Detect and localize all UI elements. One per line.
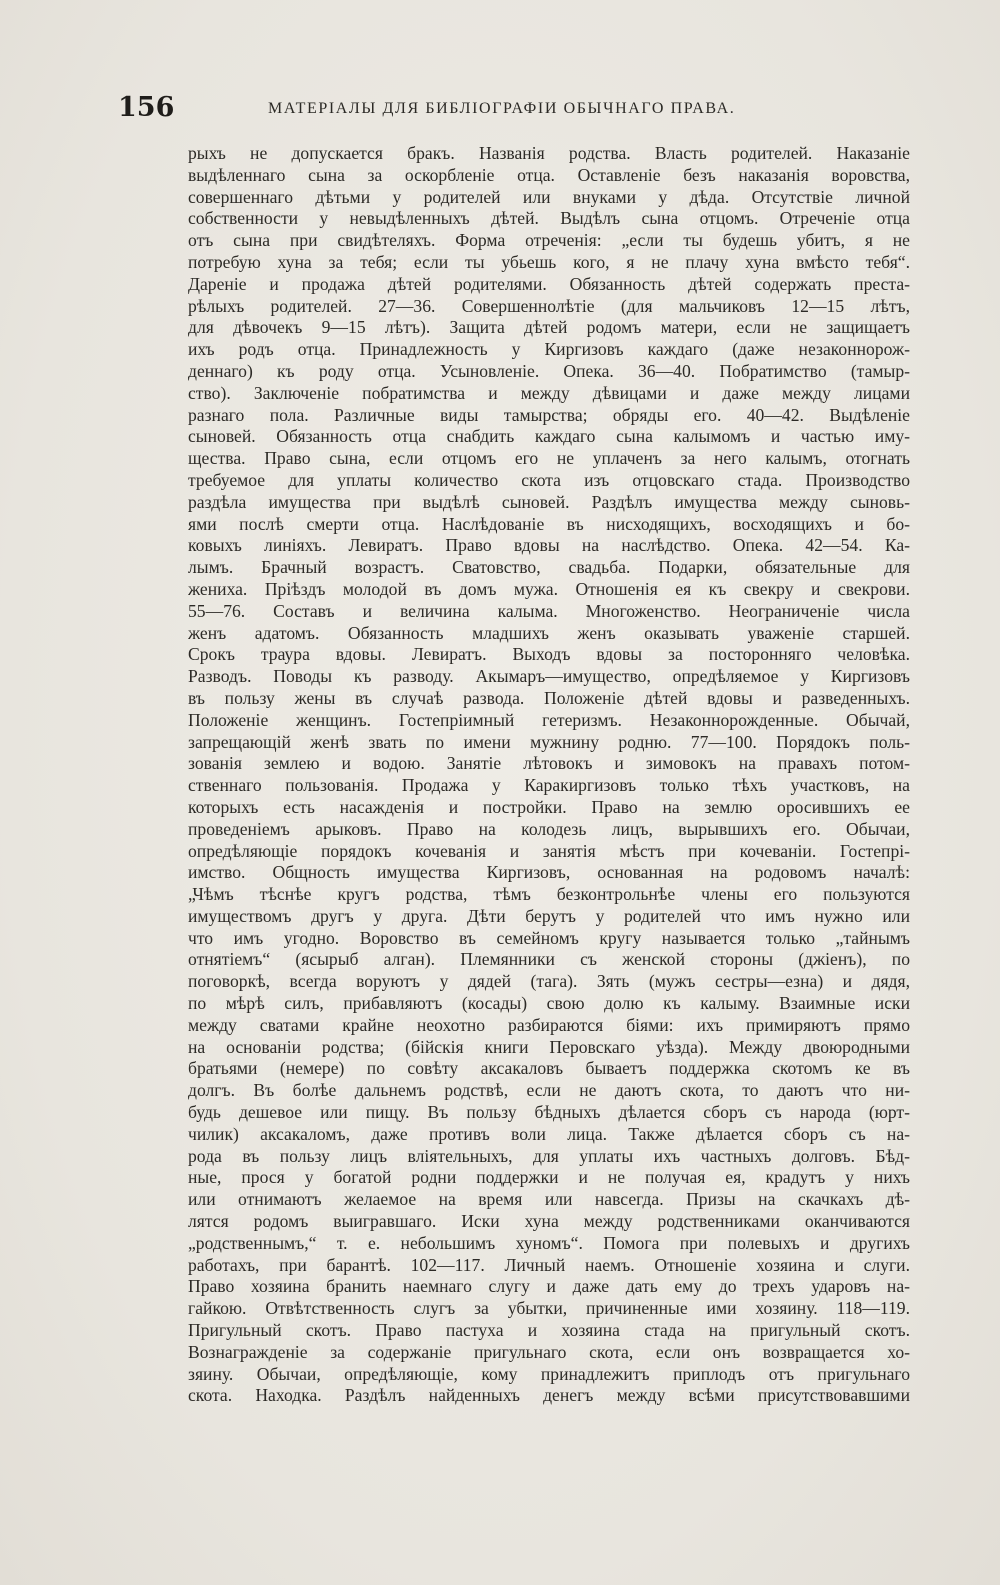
text-line: отнятіемъ“ (ясырыб алган). Племянники съ женской стороны (джіенъ), по [188,949,910,970]
text-line: Право хозяина бранить наемнаго слугу и даже дать ему до трехъ ударовъ на- [188,1276,910,1297]
text-line: Пригульный скотъ. Право пастуха и хозяина стада на пригульный скотъ. [188,1320,910,1341]
text-line: Дареніе и продажа дѣтей родителями. Обязанность дѣтей содержать преста- [188,273,910,294]
text-line: сыновей. Обязанность отца снабдить каждаго сына калымомъ и частью иму- [188,426,910,447]
text-line: выдѣленнаго сына за оскорбленіе отца. Оставленіе безъ наказанія воровства, [188,164,910,185]
text-line: женъ адатомъ. Обязанность младшихъ женъ оказывать уваженіе старшей. [188,622,910,643]
text-line: щества. Право сына, если отцомъ его не уплаченъ за него калымъ, отогнать [188,448,910,469]
text-line: по мѣрѣ силъ, прибавляютъ (косады) свою долю къ калыму. Взаимные иски [188,993,910,1014]
text-line: запрещающій женѣ звать по имени мужнину родню. 77—100. Порядокъ поль- [188,731,910,752]
text-line: зованія землею и водою. Занятіе лѣтовокъ и зимовокъ на правахъ потом- [188,753,910,774]
text-line: долгъ. Въ болѣе дальнемъ родствѣ, если не даютъ скота, то даютъ что ни- [188,1080,910,1101]
text-line: рыхъ не допускается бракъ. Названія родства. Власть родителей. Наказаніе [188,143,910,163]
text-line: поговоркѣ, всегда воруютъ у дядей (тага). Зять (мужъ сестры—езна) и дядя, [188,971,910,992]
text-line: ственнаго пользованія. Продажа у Каракиргизовъ только тѣхъ участковъ, на [188,775,910,796]
text-line: скота. Находка. Раздѣлъ найденныхъ денегъ между всѣми присутствовавшими [188,1385,910,1406]
text-line: въ пользу жены въ случаѣ развода. Положеніе дѣтей вдовы и разведенныхъ. [188,687,910,708]
text-line: разнаго пола. Различные виды тамырства; обряды его. 40—42. Выдѣленіе [188,404,910,425]
text-line: проведеніемъ арыковъ. Право на колодезь лицъ, вырывшихъ его. Обычаи, [188,818,910,839]
text-line: отъ сына при свидѣтеляхъ. Форма отреченія: „если ты будешь убитъ, я не [188,230,910,251]
text-line: имуществомъ другъ у друга. Дѣти берутъ у родителей что имъ нужно или [188,905,910,926]
text-line: которыхъ есть насажденія и постройки. Право на землю оросившихъ ее [188,796,910,817]
text-line: лятся родомъ выигравшаго. Иски хуна между родственниками оканчиваются [188,1211,910,1232]
text-line: Положеніе женщинъ. Гостепріимный гетеризмъ. Незаконнорожденные. Обычай, [188,709,910,730]
text-line: зяину. Обычаи, опредѣляющіе, кому принадлежитъ приплодъ отъ пригульнаго [188,1363,910,1384]
text-line: 55—76. Составъ и величина калыма. Многоженство. Неограниченіе числа [188,600,910,621]
text-line: для дѣвочекъ 9—15 лѣтъ). Защита дѣтей родомъ матери, если не защищаетъ [188,317,910,338]
text-line: между сватами крайне неохотно разбираются біями: ихъ примиряютъ прямо [188,1014,910,1035]
text-line: жениха. Пріѣздъ молодой въ домъ мужа. Отношенія ея къ свекру и свекрови. [188,578,910,599]
text-line: ные, прося у богатой родни поддержки и не получая ея, крадутъ у нихъ [188,1167,910,1188]
text-line: ихъ родъ отца. Принадлежность у Киргизовъ каждаго (даже незаконнорож- [188,339,910,360]
text-line: на основаніи родства; (бійскія книги Перовскаго уѣзда). Между двоюродными [188,1036,910,1057]
text-line: потребую хуна за тебя; если ты убьешь кого, я не плачу хуна вмѣсто тебя“. [188,251,910,272]
text-line: рѣлыхъ родителей. 27—36. Совершеннолѣтіе (для мальчиковъ 12—15 лѣтъ, [188,295,910,316]
text-line: „Чѣмъ тѣснѣе кругъ родства, тѣмъ безконтрольнѣе члены его пользуются [188,884,910,905]
text-line: работахъ, при барантѣ. 102—117. Личный наемъ. Отношеніе хозяина и слуги. [188,1254,910,1275]
text-line: Разводъ. Поводы къ разводу. Акымаръ—имущество, опредѣляемое у Киргизовъ [188,666,910,687]
text-line: лымъ. Брачный возрастъ. Сватовство, свадьба. Подарки, обязательные для [188,557,910,578]
text-line: ство). Заключеніе побратимства и между дѣвицами и даже между лицами [188,382,910,403]
text-line: совершеннаго дѣтьми у родителей или внуками у дѣда. Отсутствіе личной [188,186,910,207]
text-line: будь дешевое или пищу. Въ пользу бѣдныхъ дѣлается сборъ съ народа (юрт- [188,1102,910,1123]
text-line: деннаго) къ роду отца. Усыновленіе. Опека. 36—40. Побратимство (тамыр- [188,360,910,381]
text-line: или отнимаютъ желаемое на время или навсегда. Призы на скачкахъ дѣ- [188,1189,910,1210]
page-number: 156 [118,92,175,123]
text-line: что имъ угодно. Воровство въ семейномъ кругу называется только „тайнымъ [188,927,910,948]
running-head: МАТЕРІАЛЫ ДЛЯ БИБЛІОГРАФІИ ОБЫЧНАГО ПРАВА. [268,100,736,117]
text-line: „родственнымъ,“ т. е. небольшимъ хуномъ“. Помога при полевыхъ и другихъ [188,1232,910,1253]
text-line: ковыхъ линіяхъ. Левиратъ. Право вдовы на наслѣдство. Опека. 42—54. Ка- [188,535,910,556]
page-header [118,92,908,132]
body-text [188,143,910,1407]
text-line: ями послѣ смерти отца. Наслѣдованіе въ нисходящихъ, восходящихъ и бо- [188,513,910,534]
text-line: гайкою. Отвѣтственность слугъ за убытки, причиненные ими хозяину. 118—119. [188,1298,910,1319]
text-line: Срокъ траура вдовы. Левиратъ. Выходъ вдовы за посторонняго человѣка. [188,644,910,665]
text-line: требуемое для уплаты количество скота изъ отцовскаго стада. Производство [188,469,910,490]
text-line: имство. Общность имущества Киргизовъ, основанная на родовомъ началѣ: [188,862,910,883]
text-line: Вознагражденіе за содержаніе пригульнаго скота, если онъ возвращается хо- [188,1341,910,1362]
text-line: братьями (немере) по совѣту аксакаловъ бываетъ поддержка скотомъ ке въ [188,1058,910,1079]
text-line: собственности у невыдѣленныхъ дѣтей. Выдѣлъ сына отцомъ. Отреченіе отца [188,208,910,229]
text-line: рода въ пользу лицъ вліятельныхъ, для уплаты ихъ частныхъ долговъ. Бѣд- [188,1145,910,1166]
text-line: раздѣла имущества при выдѣлѣ сыновей. Раздѣлъ имущества между сыновь- [188,491,910,512]
text-line: чилик) аксакаломъ, даже противъ воли лица. Также дѣлается сборъ съ на- [188,1123,910,1144]
text-line: опредѣляющіе порядокъ кочеванія и занятія мѣстъ при кочеваніи. Гостепрі- [188,840,910,861]
